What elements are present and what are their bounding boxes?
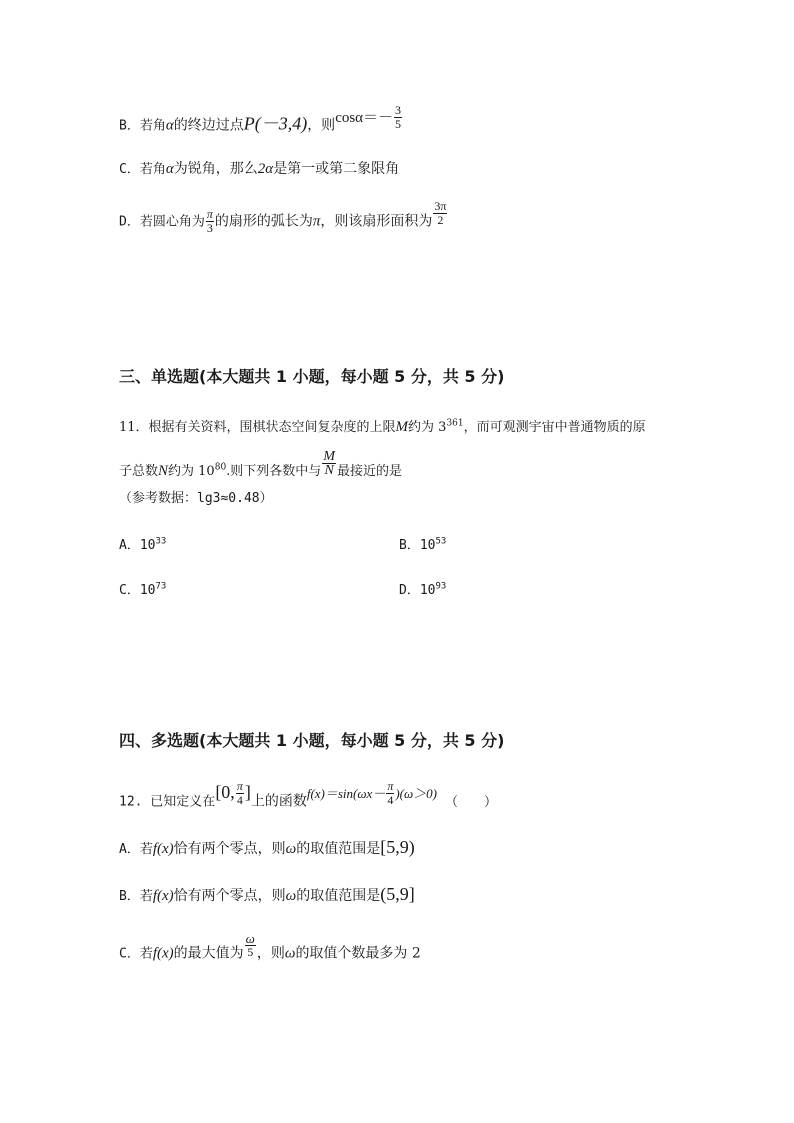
q10-option-b: B．若角α的终边过点P(－3,4)，则cosα＝－ $\frac{3}{5}$ bbox=[119, 103, 402, 134]
fraction-3-5: $\frac{3}{5}$ bbox=[395, 103, 402, 131]
q11-reference-data: （参考数据：lg3≈0.48） bbox=[119, 491, 273, 506]
fraction-omega-5: $\frac{\omega}{5}$ bbox=[245, 931, 255, 959]
fraction-pi-3: $\frac{\pi}{3}$ bbox=[206, 207, 213, 235]
section-3-title: 三、单选题(本大题共 1 小题，每小题 5 分，共 5 分) bbox=[119, 367, 505, 386]
q11-option-c: C．$10^{73}$ bbox=[119, 581, 167, 598]
q11-option-a: A．$10^{33}$ bbox=[119, 536, 167, 553]
q11-option-d: D．$10^{93}$ bbox=[399, 581, 447, 598]
q10-option-d: D．若圆心角为 $\frac{\pi}{3}$ 的扇形的弧长为π，则该扇形面积为 $\frac{3\pi}{2}$ bbox=[119, 199, 447, 235]
q12-option-c: C．若f(x)的最大值为 $\frac{\omega}{5}$ ，则ω的取值个数最多为 2 bbox=[119, 931, 421, 962]
q11-stem-line2: 子总数N约为 $10^{80}$.则下列各数中与 $\frac{M}{N}$ 最接近的是 bbox=[119, 449, 402, 479]
q10-option-c: C．若角α为锐角，那么2α是第一或第二象限角 bbox=[119, 161, 400, 177]
section-4-title: 四、多选题(本大题共 1 小题，每小题 5 分，共 5 分) bbox=[119, 731, 505, 750]
fraction-3pi-2: $\frac{3\pi}{2}$ bbox=[434, 199, 447, 227]
q11-option-b: B．$10^{53}$ bbox=[399, 536, 447, 553]
fraction-m-n: $\frac{M}{N}$ bbox=[323, 449, 335, 478]
q11-stem-line1: 11．根据有关资料，围棋状态空间复杂度的上限M约为 $3^{361}$，而可观测宇宙中普通物质的原 bbox=[119, 418, 646, 435]
fraction-pi-4-func: $\frac{\pi}{4}$ bbox=[387, 779, 394, 807]
q12-option-a: A．若f(x)恰有两个零点，则ω的取值范围是[5,9) bbox=[119, 837, 415, 857]
q12-option-b: B．若f(x)恰有两个零点，则ω的取值范围是(5,9] bbox=[119, 884, 415, 904]
q12-stem: 12. 已知定义在[0, $\frac{\pi}{4}$ ]上的函数f(x)＝sin(ωx－ $\frac{\pi}{4}$ )(ω＞0)（ ） bbox=[119, 779, 498, 810]
fraction-pi-4: $\frac{\pi}{4}$ bbox=[236, 779, 243, 807]
